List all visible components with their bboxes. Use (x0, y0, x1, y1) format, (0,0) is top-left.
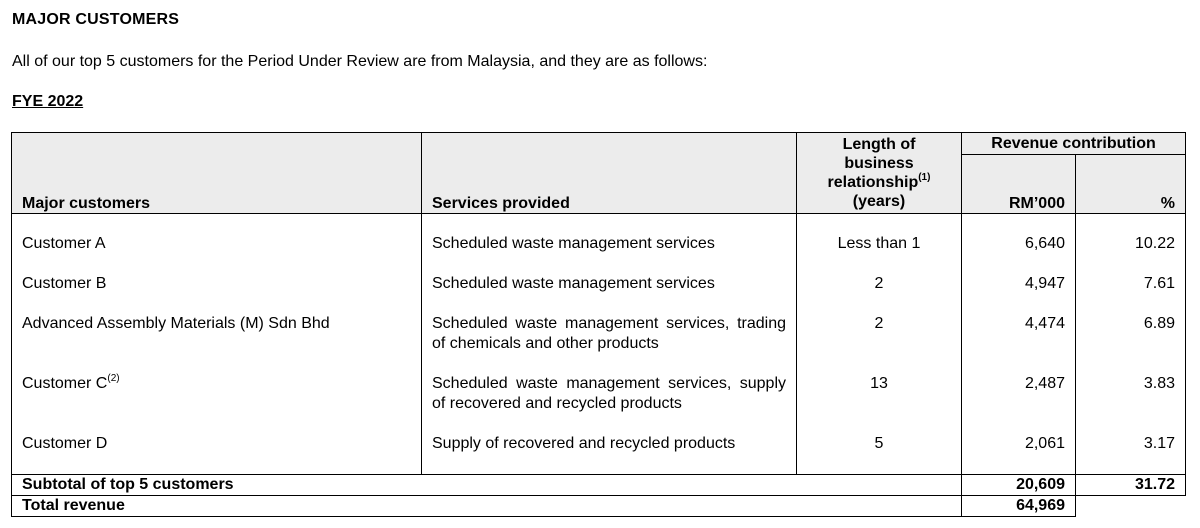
subtotal-pct: 31.72 (1134, 476, 1176, 493)
pct-cell (1076, 374, 1186, 434)
services-text: Scheduled waste management services, trading of chemicals and other products (432, 315, 786, 352)
header-length-line1: Length of (842, 136, 916, 153)
table-header-row (12, 133, 1186, 155)
rm-cell (962, 374, 1076, 434)
header-services-label: Services provided (432, 195, 570, 212)
services-cell (422, 214, 797, 275)
header-services (422, 133, 797, 214)
length-cell (797, 274, 962, 314)
customer-name: Customer B (22, 275, 107, 292)
subtotal-pct-cell (1076, 475, 1186, 496)
rm-cell (962, 434, 1076, 475)
table-row (12, 434, 1186, 475)
services-text: Supply of recovered and recycled products (432, 435, 736, 452)
length-value: 5 (874, 435, 884, 452)
services-text: Scheduled waste management services (432, 235, 715, 252)
customer-cell (12, 214, 422, 275)
intro-paragraph: All of our top 5 customers for the Period Under Review are from Malaysia, and they are as follows: (12, 53, 708, 70)
header-revenue-label: Revenue contribution (991, 135, 1156, 152)
length-value: 2 (874, 275, 884, 292)
customer-footnote: (2) (107, 372, 120, 384)
pct-value: 10.22 (1134, 235, 1176, 252)
pct-cell (1076, 434, 1186, 475)
pct-cell (1076, 274, 1186, 314)
length-cell (797, 314, 962, 374)
header-length-footnote: (1) (918, 171, 931, 183)
rm-cell (962, 314, 1076, 374)
customer-name: Customer C (22, 375, 108, 392)
customer-name: Advanced Assembly Materials (M) Sdn Bhd (22, 315, 330, 332)
customer-cell (12, 314, 422, 374)
pct-value: 7.61 (1143, 275, 1176, 292)
header-length-line4: (years) (852, 193, 906, 210)
header-revenue (962, 133, 1186, 155)
total-row (12, 496, 1186, 517)
services-cell (422, 314, 797, 374)
services-text: Scheduled waste management services, supply of recovered and recycled products (432, 375, 786, 412)
subtotal-rm: 20,609 (1016, 476, 1065, 493)
services-cell (422, 434, 797, 475)
table-row (12, 374, 1186, 434)
pct-cell (1076, 214, 1186, 275)
services-cell (422, 374, 797, 434)
table-row (12, 214, 1186, 275)
total-label: Total revenue (22, 497, 125, 514)
pct-value: 6.89 (1143, 315, 1176, 332)
customer-cell (12, 274, 422, 314)
fye-label: FYE 2022 (12, 93, 84, 110)
rm-cell (962, 274, 1076, 314)
length-cell (797, 214, 962, 275)
rm-cell (962, 214, 1076, 275)
header-pct (1076, 155, 1186, 214)
major-customers-table (11, 132, 1186, 517)
total-rm: 64,969 (1016, 497, 1065, 514)
customer-name: Customer A (22, 235, 106, 252)
rm-value: 2,061 (1024, 435, 1065, 452)
length-value: Less than 1 (837, 235, 921, 252)
pct-value: 3.83 (1143, 375, 1176, 392)
customer-cell (12, 374, 422, 434)
pct-value: 3.17 (1143, 435, 1176, 452)
rm-value: 4,947 (1024, 275, 1065, 292)
total-label-cell (12, 496, 962, 517)
subtotal-label: Subtotal of top 5 customers (22, 476, 234, 493)
header-major-customers-label: Major customers (22, 195, 151, 212)
rm-value: 2,487 (1024, 375, 1065, 392)
rm-value: 4,474 (1024, 315, 1065, 332)
header-major-customers (12, 133, 422, 214)
subtotal-label-cell (12, 475, 962, 496)
header-length-line2: business (844, 155, 914, 172)
table-row (12, 314, 1186, 374)
subtotal-row (12, 475, 1186, 496)
header-rm-label: RM’000 (1008, 195, 1065, 212)
section-heading: MAJOR CUSTOMERS (12, 11, 180, 28)
length-cell (797, 374, 962, 434)
customer-cell (12, 434, 422, 475)
length-value: 2 (874, 315, 884, 332)
total-rm-cell (962, 496, 1076, 517)
pct-cell (1076, 314, 1186, 374)
header-length (797, 133, 962, 214)
services-cell (422, 274, 797, 314)
customer-name: Customer D (22, 435, 108, 452)
length-cell (797, 434, 962, 475)
header-pct-label: % (1160, 195, 1176, 212)
total-empty-cell (1076, 496, 1186, 517)
header-length-line3: relationship (827, 174, 919, 191)
table-row (12, 274, 1186, 314)
services-text: Scheduled waste management services (432, 275, 715, 292)
header-rm (962, 155, 1076, 214)
subtotal-rm-cell (962, 475, 1076, 496)
length-value: 13 (870, 375, 888, 392)
rm-value: 6,640 (1024, 235, 1065, 252)
